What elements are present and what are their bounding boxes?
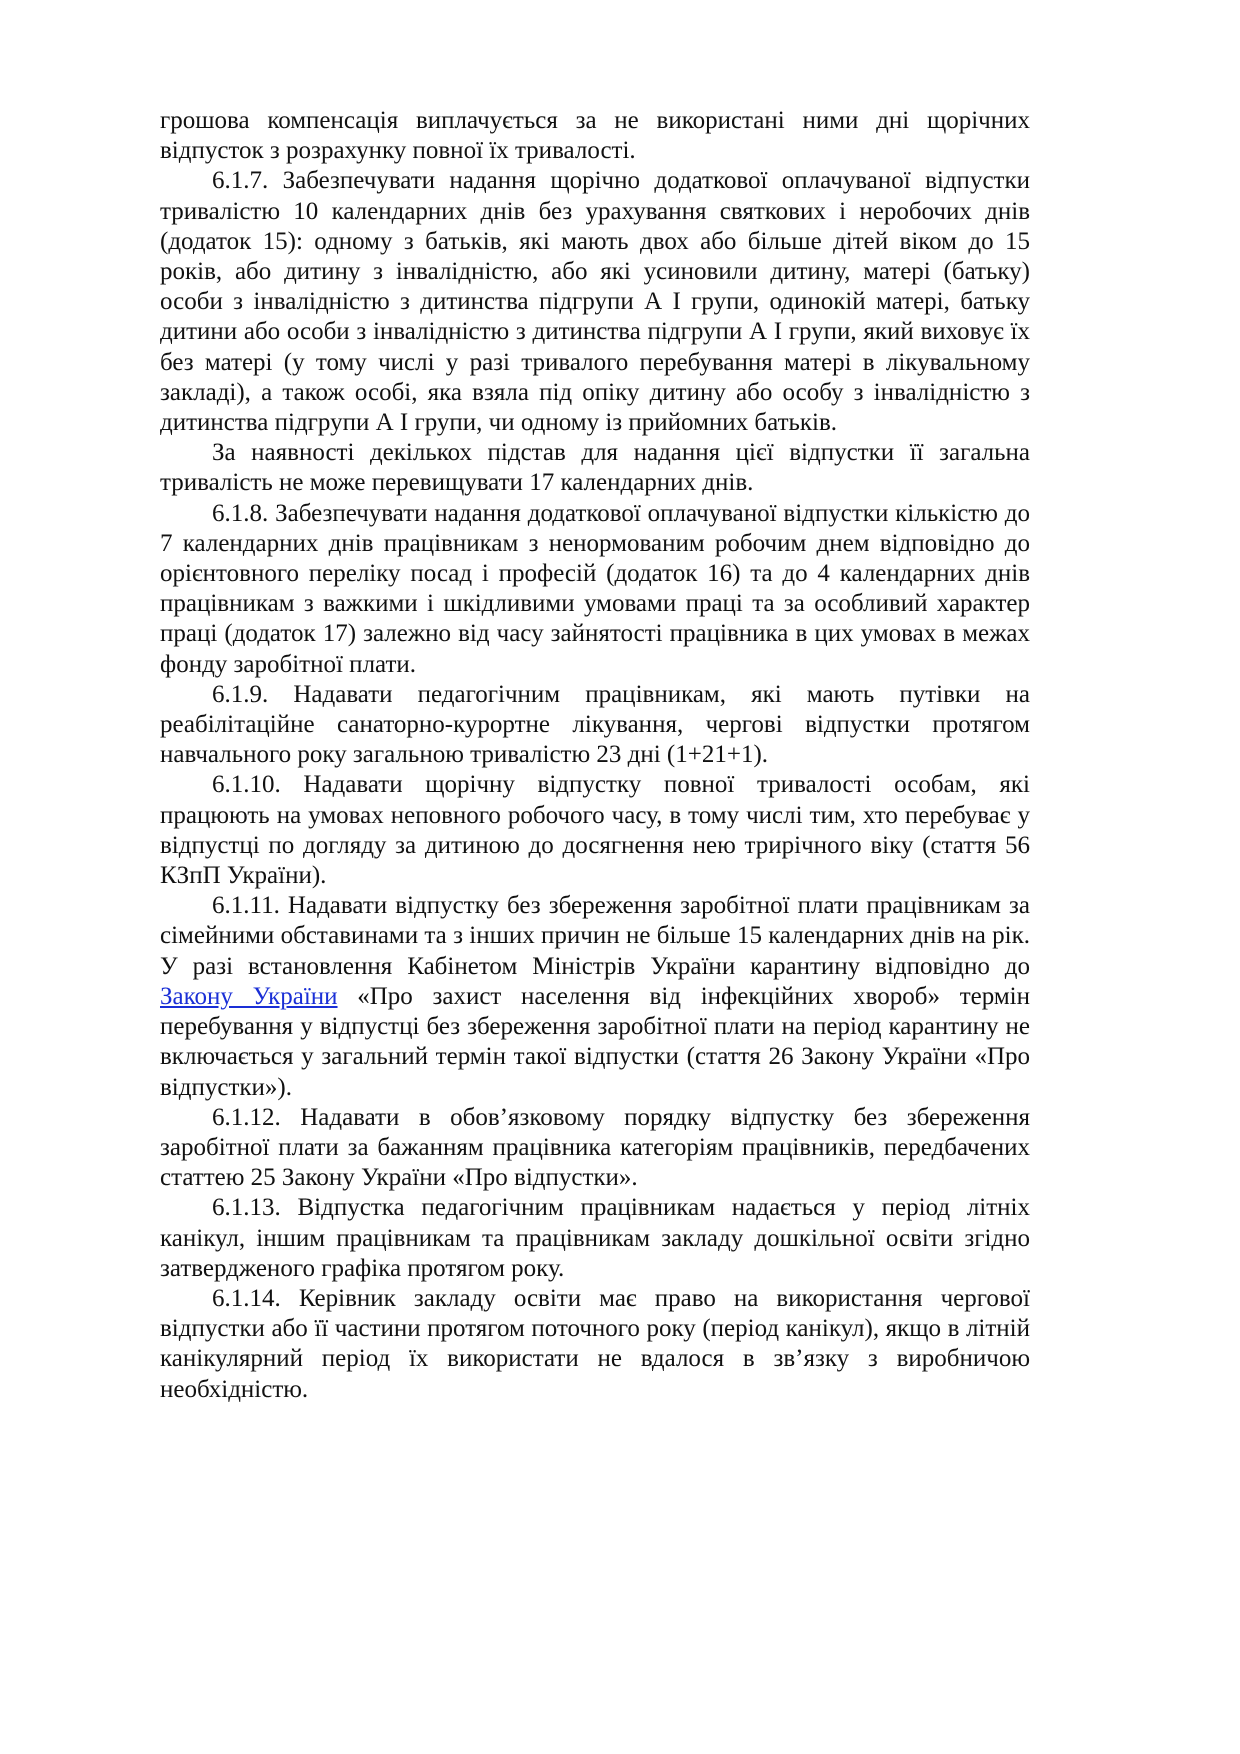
paragraph-6-1-14: 6.1.14. Керівник закладу освіти має право на використання чергової відпустки або її частини протягом поточного року (період канікул), якщо в літній канікулярний період їх використати не вдалося в зв’язку з виробничою необхідністю.	[160, 1284, 1030, 1403]
paragraph-6-1-13: 6.1.13. Відпустка педагогічним працівникам надається у період літніх канікул, іншим працівникам та працівникам закладу дошкільної освіти згідно затвердженого графіка протягом року.	[160, 1194, 1030, 1282]
paragraph-6-1-7: 6.1.7. Забезпечувати надання щорічно додаткової оплачуваної відпустки тривалістю 10 календарних днів без урахування святкових і неробочих днів (додаток 15): одному з батьків, які мають двох або більше дітей віком до 15 років, або дитину з інвалідністю, або які усиновили дитину, матері (батьку) особи з інвалідністю з дитинства підгрупи А І групи, одинокій матері, батьку дитини або особи з інвалідністю з дитинства підгрупи А І групи, який виховує їх без матері (у тому числі у разі тривалого перебування матері в лікувальному закладі), а також особі, яка взяла під опіку дитину або особу з інвалідністю з дитинства підгрупи А І групи, чи одному із прийомних батьків.	[160, 167, 1030, 437]
law-of-ukraine-link[interactable]: Закону України	[160, 982, 338, 1010]
paragraph-6-1-11	[160, 891, 1030, 1102]
paragraph-6-1-11-before-link: 6.1.11. Надавати відпустку без збереження заробітної плати працівникам за сімейними обставинами та з інших причин не більше 15 календарних днів на рік. У разі встановлення Кабінетом Міністрів України карантину відповідно до	[160, 892, 1030, 980]
paragraph-6-1-8: 6.1.8. Забезпечувати надання додаткової оплачуваної відпустки кількістю до 7 календарних днів працівникам з ненормованим робочим днем відповідно до орієнтовного переліку посад і професій (додаток 16) та до 4 календарних днів працівникам з важкими і шкідливими умовами праці та за особливий характер праці (додаток 17) залежно від часу зайнятості працівника в цих умовах в межах фонду заробітної плати.	[160, 499, 1030, 678]
paragraph-6-1-7-note: За наявності декількох підстав для надання цієї відпустки її загальна тривалість не може перевищувати 17 календарних днів.	[160, 439, 1030, 497]
paragraph-6-1-10: 6.1.10. Надавати щорічну відпустку повної тривалості особам, які працюють на умовах неповного робочого часу, в тому числі тим, хто перебуває у відпустці по догляду за дитиною до досягнення нею трирічного віку (стаття 56 КЗпП України).	[160, 771, 1030, 890]
paragraph-6-1-12: 6.1.12. Надавати в обов’язковому порядку відпустку без збереження заробітної плати за бажанням працівника категоріям працівників, передбачених статтею 25 Закону України «Про відпустки».	[160, 1103, 1030, 1192]
paragraph-continuation: грошова компенсація виплачується за не використані ними дні щорічних відпусток з розрахунку повної їх тривалості.	[160, 107, 1030, 165]
paragraph-6-1-9: 6.1.9. Надавати педагогічним працівникам, які мають путівки на реабілітаційне санаторно-курортне лікування, чергові відпустки протягом навчального року загальною тривалістю 23 дні (1+21+1).	[160, 680, 1030, 769]
document-page	[160, 106, 1030, 1405]
paragraph-6-1-11-after-link: «Про захист населення від інфекційних хвороб» термін перебування у відпустці без збереження заробітної плати на період карантину не включається у загальний термін такої відпустки (стаття 26 Закону України «Про відпустки»).	[160, 982, 1030, 1101]
